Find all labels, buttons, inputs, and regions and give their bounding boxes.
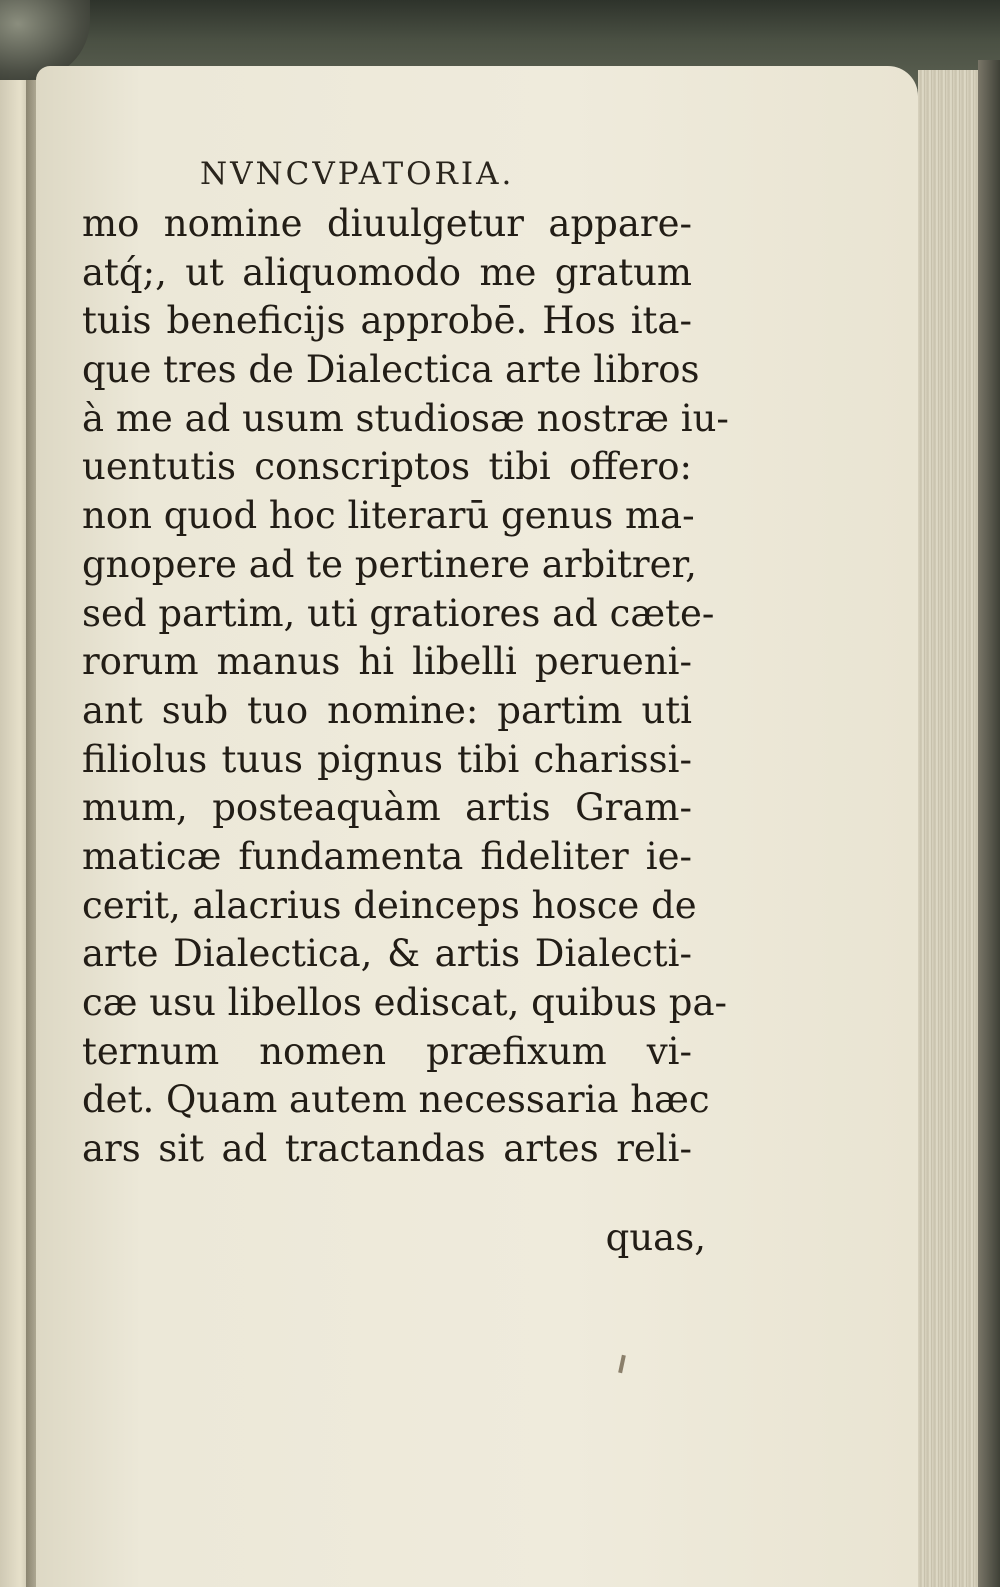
catchword: quas,	[605, 1216, 706, 1259]
text-line: filiolus tuus pignus tibi charissi-	[82, 737, 692, 781]
text-line: à me ad usum studiosæ nostræ iu-	[82, 396, 729, 440]
text-line: ars sit ad tractandas artes reli-	[82, 1127, 692, 1171]
text-line: sed partim, uti gratiores ad cæte-	[82, 591, 715, 635]
text-line: tuis beneficijs approbē. Hos ita-	[82, 299, 692, 343]
text-line: rorum manus hi libelli perueni-	[82, 640, 692, 684]
text-line: ant sub tuo nomine: partim uti	[82, 688, 692, 732]
text-line: atq́;, ut aliquomodo me gratum	[82, 250, 692, 294]
book-cover-edge	[978, 60, 1000, 1587]
text-line: det. Quam autem necessaria hæc	[82, 1078, 710, 1122]
page-block-fore-edge	[918, 70, 978, 1587]
text-line: maticæ fundamenta fideliter ie-	[82, 834, 692, 878]
text-line: mum, posteaquàm artis Gram-	[82, 786, 692, 830]
running-head: NVNCVPATORIA.	[200, 156, 515, 192]
text-line: cæ usu libellos ediscat, quibus pa-	[82, 981, 728, 1024]
text-line: arte Dialectica, & artis Dialecti-	[82, 932, 692, 976]
text-line: que tres de Dialectica arte libros	[82, 348, 700, 392]
text-line: ternum nomen præfixum vi-	[82, 1029, 692, 1073]
text-line: gnopere ad te pertinere arbitrer,	[82, 542, 697, 586]
body-text	[82, 200, 729, 1174]
text-line: non quod hoc literarū genus ma-	[82, 494, 695, 538]
text-line: uentutis conscriptos tibi offero:	[82, 445, 692, 489]
text-line: mo nomine diuulgetur appare-	[82, 202, 692, 245]
text-line: cerit, alacrius deinceps hosce de	[82, 883, 697, 927]
